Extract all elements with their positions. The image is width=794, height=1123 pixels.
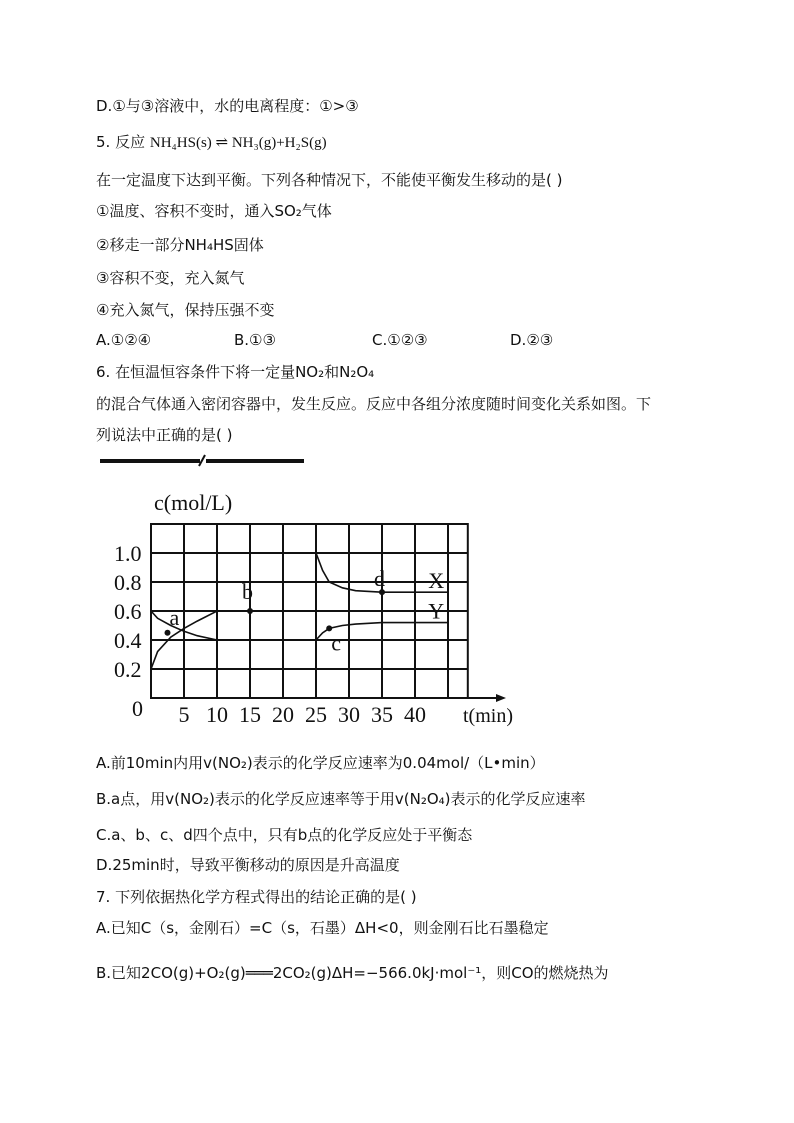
point-a: [165, 630, 171, 636]
q5-stem: [96, 132, 327, 153]
series-label-y: Y: [428, 598, 445, 624]
q5-option-b: B.①③: [234, 331, 276, 349]
chart-axes: [151, 694, 506, 702]
concentration-time-chart: [96, 452, 526, 732]
q4-option-d: D.①与③溶液中，水的电离程度：①>③: [96, 97, 359, 115]
point-label-a: a: [169, 604, 180, 630]
y-tick-label: 0.4: [114, 628, 142, 653]
q5-item-3: ③容积不变，充入氮气: [96, 269, 245, 287]
x-tick-label: 25: [305, 702, 327, 727]
chart-top-decoration: [100, 455, 304, 466]
x-tick-label: 10: [206, 702, 228, 727]
y-tick-label: 1.0: [114, 541, 142, 566]
point-label-b: b: [242, 579, 253, 604]
x-tick-label: 20: [272, 702, 294, 727]
q5-item-2: ②移走一部分NH₄HS固体: [96, 236, 264, 254]
x-tick-label: 35: [371, 702, 393, 727]
y-axis-label: c(mol/L): [154, 490, 233, 515]
q6-option-a: A.前10min内用v(NO₂)表示的化学反应速率为0.04mol/（L•min）: [96, 754, 545, 772]
q6-stem-line3: 列说法中正确的是( ): [96, 426, 233, 444]
x-tick-label: 30: [338, 702, 360, 727]
y-tick-label: 0.2: [114, 657, 142, 682]
q6-stem-line2: 的混合气体通入密闭容器中，发生反应。反应中各组分浓度随时间变化关系如图。下: [96, 395, 652, 413]
q5-item-4: ④充入氮气，保持压强不变: [96, 301, 275, 319]
q6-option-c: C.a、b、c、d四个点中，只有b点的化学反应处于平衡态: [96, 826, 473, 844]
q5-option-d: D.②③: [510, 331, 554, 349]
x-axis-label: t(min): [463, 705, 513, 727]
chart-labels: [114, 490, 513, 727]
point-label-d: d: [374, 566, 385, 592]
x-tick-label: 5: [178, 702, 190, 727]
q6-stem-line1: 6. 在恒温恒容条件下将一定量NO₂和N₂O₄: [96, 363, 375, 381]
origin-label: 0: [132, 696, 143, 721]
q7-stem: 7. 下列依据热化学方程式得出的结论正确的是( ): [96, 888, 417, 906]
q5-stem-prefix: 5. 反应: [96, 133, 146, 151]
point-label-c: c: [331, 630, 341, 656]
q5-question: 在一定温度下达到平衡。下列各种情况下，不能使平衡发生移动的是( ): [96, 171, 563, 189]
q7-option-a: A.已知C（s，金刚石）=C（s，石墨）ΔH<0，则金刚石比石墨稳定: [96, 919, 549, 937]
q6-option-d: D.25min时，导致平衡移动的原因是升高温度: [96, 856, 400, 874]
q6-option-b: B.a点，用v(NO₂)表示的化学反应速率等于用v(N₂O₄)表示的化学反应速率: [96, 790, 586, 808]
y-tick-label: 0.8: [114, 570, 142, 595]
q5-item-1: ①温度、容积不变时，通入SO₂气体: [96, 202, 332, 220]
series-line-y: [151, 611, 448, 640]
series-label-x: X: [428, 568, 445, 594]
x-axis-arrow: [496, 694, 506, 702]
q7-option-b: B.已知2CO(g)+O₂(g)═══2CO₂(g)ΔH=−566.0kJ·mol⁻¹，则CO的燃烧热为: [96, 964, 609, 982]
q5-option-c: C.①②③: [372, 331, 428, 349]
x-tick-label: 15: [239, 702, 261, 727]
y-tick-label: 0.6: [114, 599, 142, 624]
q5-reaction: NH₄HS(s) ⇌ NH₃(g)+H₂S(g): [149, 135, 327, 151]
point-b: [247, 608, 253, 614]
x-tick-label: 40: [404, 702, 426, 727]
q5-option-a: A.①②④: [96, 331, 152, 349]
